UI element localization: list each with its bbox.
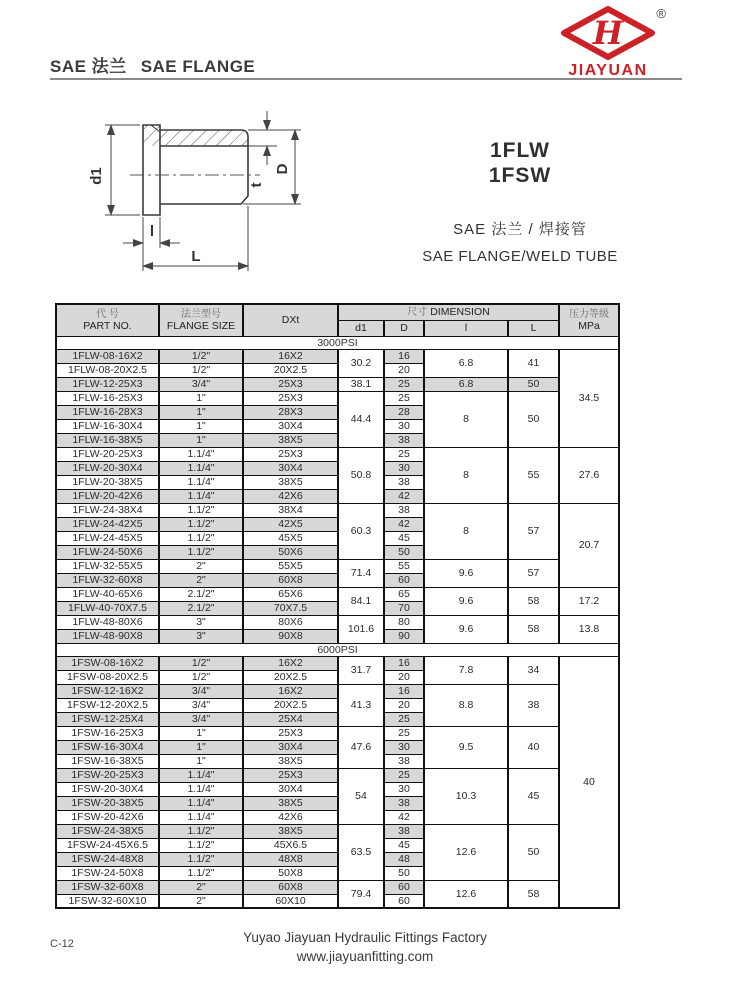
dxt-cell: 25X3 [243, 377, 338, 391]
l-cell: 12.6 [424, 824, 508, 880]
dxt-cell: 42X6 [243, 810, 338, 824]
mpa-cell: 13.8 [559, 615, 619, 643]
L-cell: 57 [508, 559, 559, 587]
table-row [56, 503, 619, 517]
D-cell: 90 [384, 629, 424, 643]
dxt-cell: 25X4 [243, 712, 338, 726]
table-row [56, 587, 619, 601]
table-row [56, 768, 619, 782]
dim-label-t: t [248, 182, 265, 188]
dxt-cell: 30X4 [243, 419, 338, 433]
part-no-cell: 1FLW-16-25X3 [56, 391, 159, 405]
flange-size-cell: 2" [159, 880, 243, 894]
dxt-cell: 65X6 [243, 587, 338, 601]
flange-size-cell: 1.1/2" [159, 838, 243, 852]
table-row [56, 391, 619, 405]
dxt-cell: 60X10 [243, 894, 338, 908]
flange-size-cell: 1/2" [159, 670, 243, 684]
logo-diamond-icon [556, 6, 660, 60]
part-no-cell: 1FSW-24-48X8 [56, 852, 159, 866]
part-no-cell: 1FLW-20-42X6 [56, 489, 159, 503]
dxt-cell: 25X3 [243, 447, 338, 461]
table-row [56, 684, 619, 698]
part-no-cell: 1FSW-24-38X5 [56, 824, 159, 838]
page-title-en: SAE FLANGE [140, 57, 256, 76]
D-cell: 20 [384, 363, 424, 377]
D-cell: 30 [384, 782, 424, 796]
dxt-cell: 20X2.5 [243, 698, 338, 712]
dxt-cell: 50X8 [243, 866, 338, 880]
dxt-cell: 60X8 [243, 573, 338, 587]
D-cell: 30 [384, 740, 424, 754]
part-no-cell: 1FLW-40-65X6 [56, 587, 159, 601]
flange-size-cell: 2" [159, 559, 243, 573]
D-cell: 38 [384, 503, 424, 517]
L-cell: 41 [508, 349, 559, 377]
section-row-3000psi: 3000PSI [56, 336, 619, 349]
part-no-cell: 1FSW-20-38X5 [56, 796, 159, 810]
part-no-cell: 1FSW-08-16X2 [56, 656, 159, 670]
col-header-part-no [56, 304, 159, 336]
l-cell: 8 [424, 447, 508, 503]
flange-size-cell: 2" [159, 894, 243, 908]
D-cell: 60 [384, 894, 424, 908]
flange-size-cell: 3/4" [159, 684, 243, 698]
dxt-cell: 45X6.5 [243, 838, 338, 852]
flange-size-cell: 1.1/2" [159, 517, 243, 531]
dxt-cell: 48X8 [243, 852, 338, 866]
part-no-cell: 1FLW-16-30X4 [56, 419, 159, 433]
flange-size-cell: 3" [159, 615, 243, 629]
table-row [56, 726, 619, 740]
table-row [56, 349, 619, 363]
l-cell: 12.6 [424, 880, 508, 908]
d1-cell: 30.2 [338, 349, 384, 377]
D-cell: 60 [384, 880, 424, 894]
flange-size-cell: 1" [159, 754, 243, 768]
model-1fsw: 1FSW [488, 164, 552, 187]
l-cell: 10.3 [424, 768, 508, 824]
l-cell: 8.8 [424, 684, 508, 726]
part-no-cell: 1FSW-16-38X5 [56, 754, 159, 768]
part-no-cell: 1FLW-08-16X2 [56, 349, 159, 363]
mpa-cell: 20.7 [559, 503, 619, 587]
flange-size-cell: 2" [159, 573, 243, 587]
logo-text: JIAYUAN [568, 62, 648, 79]
part-no-cell: 1FSW-20-30X4 [56, 782, 159, 796]
dxt-cell: 16X2 [243, 349, 338, 363]
flange-size-cell: 1.1/4" [159, 768, 243, 782]
l-cell: 9.6 [424, 559, 508, 587]
model-1flw: 1FLW [490, 139, 550, 162]
dxt-cell: 38X5 [243, 754, 338, 768]
dxt-cell: 20X2.5 [243, 670, 338, 684]
d1-cell: 71.4 [338, 559, 384, 587]
part-no-cell: 1FLW-32-60X8 [56, 573, 159, 587]
part-no-cell: 1FLW-24-42X5 [56, 517, 159, 531]
D-cell: 60 [384, 573, 424, 587]
table-row [56, 615, 619, 629]
part-no-cell: 1FLW-16-38X5 [56, 433, 159, 447]
D-cell: 65 [384, 587, 424, 601]
flange-size-cell: 1.1/4" [159, 475, 243, 489]
dxt-cell: 80X6 [243, 615, 338, 629]
product-subtitle-en: SAE FLANGE/WELD TUBE [422, 248, 618, 265]
registered-mark: ® [656, 6, 666, 21]
spec-table [55, 303, 620, 909]
dim-label-D: D [274, 163, 291, 175]
d1-cell: 79.4 [338, 880, 384, 908]
D-cell: 30 [384, 419, 424, 433]
d1-cell: 60.3 [338, 503, 384, 559]
flange-size-cell: 1.1/2" [159, 545, 243, 559]
table-row [56, 824, 619, 838]
dxt-cell: 25X3 [243, 768, 338, 782]
flange-size-cell: 1.1/2" [159, 866, 243, 880]
dim-label-l: l [149, 223, 155, 240]
part-no-cell: 1FSW-20-42X6 [56, 810, 159, 824]
flange-size-cell: 1.1/4" [159, 489, 243, 503]
col-header-mpa-en: MPa [578, 320, 600, 333]
dim-label-d1: d1 [88, 167, 105, 185]
D-cell: 45 [384, 838, 424, 852]
D-cell: 25 [384, 726, 424, 740]
D-cell: 38 [384, 796, 424, 810]
flange-size-cell: 1" [159, 740, 243, 754]
D-cell: 30 [384, 461, 424, 475]
part-no-cell: 1FSW-32-60X8 [56, 880, 159, 894]
d1-cell: 63.5 [338, 824, 384, 880]
L-cell: 57 [508, 503, 559, 559]
D-cell: 70 [384, 601, 424, 615]
flange-size-cell: 1.1/2" [159, 824, 243, 838]
dxt-cell: 16X2 [243, 684, 338, 698]
dxt-cell: 38X5 [243, 824, 338, 838]
dxt-cell: 25X3 [243, 726, 338, 740]
flange-size-cell: 1.1/4" [159, 447, 243, 461]
mpa-cell: 40 [559, 656, 619, 908]
col-header-flange-size [159, 304, 243, 336]
part-no-cell: 1FLW-24-38X4 [56, 503, 159, 517]
flange-size-cell: 1.1/4" [159, 810, 243, 824]
D-cell: 38 [384, 754, 424, 768]
flange-size-cell: 1.1/4" [159, 461, 243, 475]
d1-cell: 44.4 [338, 391, 384, 447]
l-cell: 8 [424, 503, 508, 559]
col-header-mpa [559, 304, 619, 336]
d1-cell: 84.1 [338, 587, 384, 615]
dxt-cell: 90X8 [243, 629, 338, 643]
part-no-cell: 1FLW-08-20X2.5 [56, 363, 159, 377]
model-codes [420, 138, 620, 188]
L-cell: 38 [508, 684, 559, 726]
dxt-cell: 30X4 [243, 461, 338, 475]
col-header-d1: d1 [338, 320, 384, 336]
flange-size-cell: 2.1/2" [159, 601, 243, 615]
l-cell: 8 [424, 391, 508, 447]
D-cell: 25 [384, 447, 424, 461]
table-row [56, 880, 619, 894]
dxt-cell: 42X5 [243, 517, 338, 531]
dxt-cell: 70X7.5 [243, 601, 338, 615]
dxt-cell: 28X3 [243, 405, 338, 419]
part-no-cell: 1FLW-24-50X6 [56, 545, 159, 559]
mpa-cell: 27.6 [559, 447, 619, 503]
part-no-cell: 1FLW-24-45X5 [56, 531, 159, 545]
part-no-cell: 1FSW-24-50X8 [56, 866, 159, 880]
mpa-cell: 34.5 [559, 349, 619, 447]
col-header-D: D [384, 320, 424, 336]
D-cell: 25 [384, 768, 424, 782]
D-cell: 16 [384, 684, 424, 698]
L-cell: 40 [508, 726, 559, 768]
part-no-cell: 1FSW-16-30X4 [56, 740, 159, 754]
D-cell: 25 [384, 377, 424, 391]
col-header-part-cn: 代 号 [96, 308, 119, 320]
page-title [50, 52, 255, 77]
dim-label-L: L [191, 248, 201, 265]
flange-size-cell: 1.1/2" [159, 503, 243, 517]
D-cell: 48 [384, 852, 424, 866]
flange-size-cell: 2.1/2" [159, 587, 243, 601]
D-cell: 16 [384, 656, 424, 670]
col-header-dimension [338, 304, 559, 320]
col-header-flange-cn: 法兰型号 [181, 308, 221, 320]
d1-cell: 38.1 [338, 377, 384, 391]
dxt-cell: 60X8 [243, 880, 338, 894]
page-title-cn: SAE 法兰 [50, 57, 127, 76]
L-cell: 50 [508, 377, 559, 391]
part-no-cell: 1FLW-40-70X7.5 [56, 601, 159, 615]
D-cell: 38 [384, 824, 424, 838]
D-cell: 42 [384, 810, 424, 824]
D-cell: 38 [384, 433, 424, 447]
dxt-cell: 38X5 [243, 475, 338, 489]
flange-size-cell: 3/4" [159, 698, 243, 712]
D-cell: 28 [384, 405, 424, 419]
table-row [56, 559, 619, 573]
d1-cell: 47.6 [338, 726, 384, 768]
dxt-cell: 38X5 [243, 433, 338, 447]
D-cell: 42 [384, 517, 424, 531]
flange-size-cell: 1.1/2" [159, 852, 243, 866]
flange-size-cell: 1" [159, 405, 243, 419]
dxt-cell: 20X2.5 [243, 363, 338, 377]
mpa-cell: 17.2 [559, 587, 619, 615]
part-no-cell: 1FSW-20-25X3 [56, 768, 159, 782]
d1-cell: 101.6 [338, 615, 384, 643]
flange-technical-drawing [55, 103, 385, 303]
part-no-cell: 1FSW-12-16X2 [56, 684, 159, 698]
part-no-cell: 1FLW-16-28X3 [56, 405, 159, 419]
part-no-cell: 1FSW-12-25X4 [56, 712, 159, 726]
D-cell: 55 [384, 559, 424, 573]
part-no-cell: 1FSW-08-20X2.5 [56, 670, 159, 684]
dxt-cell: 38X4 [243, 503, 338, 517]
flange-size-cell: 1" [159, 433, 243, 447]
part-no-cell: 1FLW-48-90X8 [56, 629, 159, 643]
section-row-6000psi: 6000PSI [56, 643, 619, 656]
part-no-cell: 1FSW-16-25X3 [56, 726, 159, 740]
part-no-cell: 1FSW-24-45X6.5 [56, 838, 159, 852]
L-cell: 55 [508, 447, 559, 503]
product-subtitle [395, 218, 645, 265]
flange-size-cell: 1/2" [159, 656, 243, 670]
flange-size-cell: 1" [159, 419, 243, 433]
col-header-flange-en: FLANGE SIZE [166, 320, 236, 333]
part-no-cell: 1FLW-20-30X4 [56, 461, 159, 475]
flange-size-cell: 3" [159, 629, 243, 643]
D-cell: 25 [384, 391, 424, 405]
flange-size-cell: 1/2" [159, 363, 243, 377]
d1-cell: 50.8 [338, 447, 384, 503]
dxt-cell: 55X5 [243, 559, 338, 573]
D-cell: 50 [384, 866, 424, 880]
l-cell: 6.8 [424, 377, 508, 391]
col-header-l: l [424, 320, 508, 336]
flange-size-cell: 3/4" [159, 712, 243, 726]
L-cell: 58 [508, 615, 559, 643]
spec-table-container [55, 303, 620, 909]
d1-cell: 54 [338, 768, 384, 824]
part-no-cell: 1FLW-20-38X5 [56, 475, 159, 489]
brand-logo [556, 6, 666, 82]
dxt-cell: 30X4 [243, 782, 338, 796]
D-cell: 25 [384, 712, 424, 726]
dxt-cell: 50X6 [243, 545, 338, 559]
D-cell: 42 [384, 489, 424, 503]
flange-size-cell: 1.1/2" [159, 531, 243, 545]
part-no-cell: 1FLW-20-25X3 [56, 447, 159, 461]
dxt-cell: 45X5 [243, 531, 338, 545]
D-cell: 20 [384, 670, 424, 684]
l-cell: 9.6 [424, 615, 508, 643]
dxt-cell: 42X6 [243, 489, 338, 503]
L-cell: 45 [508, 768, 559, 824]
page-code: C-12 [50, 938, 74, 950]
part-no-cell: 1FLW-32-55X5 [56, 559, 159, 573]
D-cell: 20 [384, 698, 424, 712]
l-cell: 9.5 [424, 726, 508, 768]
flange-size-cell: 1.1/4" [159, 782, 243, 796]
table-row [56, 447, 619, 461]
flange-size-cell: 1.1/4" [159, 796, 243, 810]
L-cell: 58 [508, 880, 559, 908]
col-header-mpa-cn: 压力等级 [569, 308, 609, 320]
table-row [56, 377, 619, 391]
flange-size-cell: 1" [159, 391, 243, 405]
D-cell: 16 [384, 349, 424, 363]
dxt-cell: 25X3 [243, 391, 338, 405]
flange-size-cell: 1" [159, 726, 243, 740]
part-no-cell: 1FLW-48-80X6 [56, 615, 159, 629]
L-cell: 50 [508, 824, 559, 880]
d1-cell: 41.3 [338, 684, 384, 726]
dxt-cell: 30X4 [243, 740, 338, 754]
part-no-cell: 1FLW-12-25X3 [56, 377, 159, 391]
flange-size-cell: 1/2" [159, 349, 243, 363]
l-cell: 9.6 [424, 587, 508, 615]
product-subtitle-cn: SAE 法兰 / 焊接管 [453, 221, 587, 238]
part-no-cell: 1FSW-32-60X10 [56, 894, 159, 908]
col-header-L: L [508, 320, 559, 336]
L-cell: 34 [508, 656, 559, 684]
d1-cell: 31.7 [338, 656, 384, 684]
col-header-dim-cn: 尺寸 [407, 307, 428, 318]
L-cell: 58 [508, 587, 559, 615]
table-row [56, 656, 619, 670]
part-no-cell: 1FSW-12-20X2.5 [56, 698, 159, 712]
footer-company: Yuyao Jiayuan Hydraulic Fittings Factory [243, 930, 487, 945]
dxt-cell: 16X2 [243, 656, 338, 670]
L-cell: 50 [508, 391, 559, 447]
col-header-dim-en: DIMENSION [430, 306, 490, 318]
col-header-part-en: PART NO. [83, 320, 132, 333]
D-cell: 50 [384, 545, 424, 559]
col-header-dxt: DXt [243, 304, 338, 336]
dxt-cell: 38X5 [243, 796, 338, 810]
D-cell: 45 [384, 531, 424, 545]
D-cell: 80 [384, 615, 424, 629]
l-cell: 6.8 [424, 349, 508, 377]
flange-size-cell: 3/4" [159, 377, 243, 391]
D-cell: 38 [384, 475, 424, 489]
logo-letter: H [592, 14, 624, 52]
footer-website: www.jiayuanfitting.com [296, 949, 434, 964]
l-cell: 7.8 [424, 656, 508, 684]
